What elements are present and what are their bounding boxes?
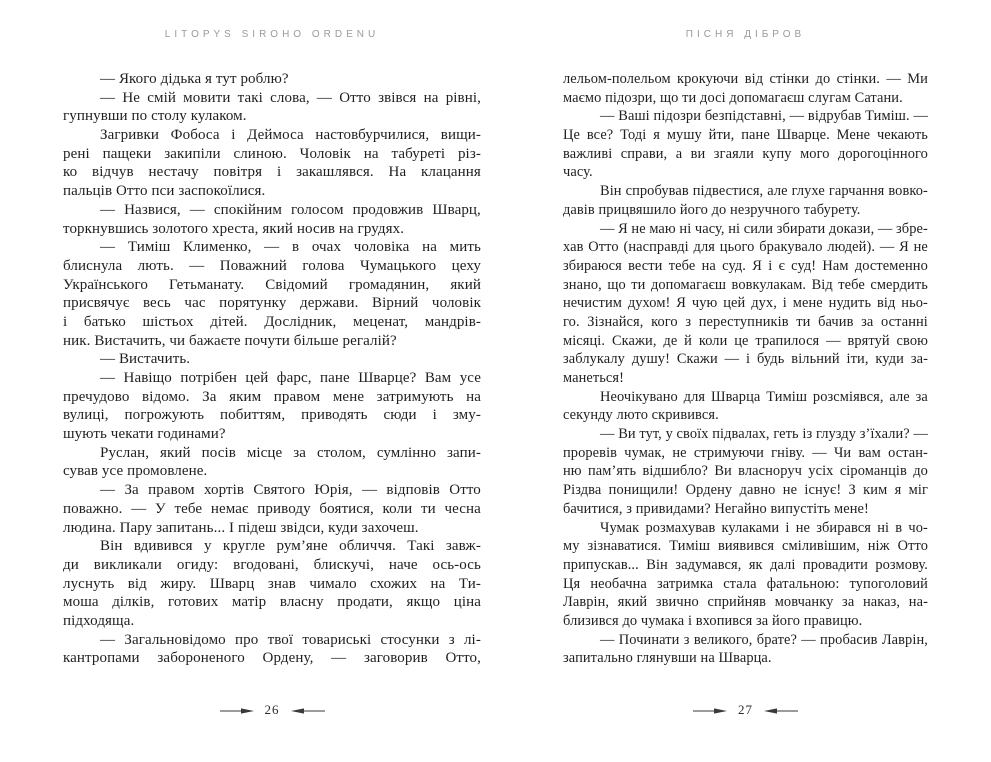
right-page: [563, 0, 928, 762]
text-line: кантропами забороненого Ордену, — заговорив Отто,: [63, 650, 481, 667]
text-line: пальців Отто пси заспокоїлися.: [63, 183, 266, 200]
text-line: людина. Пару запитань... І підеш звідси, куди захочеш.: [63, 519, 419, 536]
text-line: вулиці, погрожують побиттям, приводять сюди і зму-: [63, 407, 481, 424]
text-line: — Загальновідомо про твої товариські стосунки з лі-: [100, 631, 481, 648]
text-line: ник. Вистачить, чи бажаєте почути більше регалій?: [63, 332, 397, 349]
page-ornament-right-icon: [764, 707, 798, 715]
right-page-text: [563, 70, 928, 668]
text-line: давів прицвяшило його до незручного табурету.: [563, 201, 861, 218]
text-line: запитально глянувши на Шварца.: [563, 650, 772, 667]
text-line: Чумак розмахував кулаками і не збирався ні в чо-: [600, 519, 928, 536]
text-line: Це все? Тоді я мушу йти, пане Шварце. Мене чекають: [563, 127, 928, 144]
text-line: хав Отто (насправді для цього бракувало людей). — Я не: [563, 239, 928, 256]
page-ornament-left-icon: [693, 707, 727, 715]
page-ornament-left-icon: [220, 707, 254, 715]
text-line: — Вистачить.: [100, 351, 191, 368]
left-page-footer: [63, 701, 481, 719]
text-line: торкнувшись золотого хреста, який носив на грудях.: [63, 220, 405, 237]
text-line: нечистим духом! Я чую цей дух, і мене нудить від ньо-: [563, 295, 928, 312]
text-line: ню пам’ять відшибло? Ви власноруч усіх сіроманців до: [563, 463, 928, 480]
text-line: — Ви тут, у своїх підвалах, геть із глузду з’їхали? —: [600, 426, 928, 443]
text-line: — Ваші підозри безпідставні, — відрубав Тиміш. —: [600, 108, 928, 125]
text-line: часу.: [563, 164, 593, 181]
text-line: ко відчув нестачу повітря і закашлявся. На клацання: [63, 164, 481, 181]
text-line: — За правом хортів Святого Юрія, — відповів Отто: [100, 482, 481, 499]
text-line: рені пащеки закипіли слиною. Чоловік на табуреті різ-: [63, 145, 481, 162]
left-page-text: [63, 70, 481, 668]
text-line: маємо підозри, що ти досі допомагаєш слугам Сатани.: [563, 89, 903, 106]
text-line: го. Зізнайся, кого з переступників ти бачив за останні: [563, 313, 928, 330]
text-line: підходяща.: [63, 612, 135, 629]
page-number-left: 26: [264, 702, 280, 717]
text-line: секунду люто скривився.: [563, 407, 719, 424]
text-line: і батько шістьох дітей. Дослідник, меценат, мандрів-: [63, 313, 481, 330]
text-line: поважно. — У тебе немає приводу боятися, коли ти чесна: [63, 500, 481, 517]
page-number-right: 27: [738, 702, 753, 717]
text-line: гупнувши по столу кулаком.: [63, 108, 247, 125]
text-line: сував усе промовлене.: [63, 463, 208, 480]
text-line: місяці. Скажи, де й коли це трапилося — врятуй свою: [563, 332, 928, 349]
text-line: моша ділків, готових матір власну продати, якщо ціна: [63, 594, 481, 611]
text-line: му зізнаватися. Тиміш виявився сміливішим, ніж Отто: [563, 538, 928, 555]
text-line: Він спробував підвестися, але глухе гарчання вовко-: [600, 183, 928, 200]
text-line: важливі справи, а ви згаяли купу мого дорогоцінного: [563, 145, 928, 162]
page-ornament-right-icon: [291, 707, 325, 715]
text-line: припускав... Він задумався, як далі провадити розмову.: [563, 556, 928, 573]
left-page: [63, 0, 481, 762]
text-line: присвячує весь час порятунку держави. Вірний чоловік: [63, 295, 481, 312]
text-line: ди викликали огиду: вгодовані, блискучі, наче ось-ось: [63, 556, 481, 573]
running-header-right: ПІСНЯ ДІБРОВ: [685, 29, 806, 40]
text-line: — Я не маю ні часу, ні сили збирати докази, — збре-: [600, 220, 928, 237]
text-line: Українського Гетьманату. Свідомий громадянин, який: [63, 276, 481, 293]
text-line: заблукалу душу! Скажи — і будь вільний іти, куди за-: [563, 351, 928, 368]
text-line: Ця необачна затримка стала фатальною: тупоголовий: [563, 575, 928, 592]
text-line: знано, що ти допомагаєш вовкулакам. Від тебе смердить: [563, 276, 928, 293]
text-line: пречудово відомо. За яким правом мене затримують на: [63, 388, 481, 405]
text-line: лельом-полельом крокуючи від стінки до стінки. — Ми: [563, 71, 928, 87]
running-header-left: LITOPYS SIROHO ORDENU: [164, 29, 380, 40]
text-line: близився до чумака і вхопився за його правицю.: [563, 612, 863, 629]
text-line: Він вдивився у кругле рум’яне обличчя. Такі завж-: [100, 538, 481, 555]
text-line: проревів чумак, не стримуючи гніву. — Чи вам остан-: [563, 444, 928, 461]
text-line: Лаврін, який звично сприйняв мовчанку за наказ, на-: [563, 594, 928, 611]
text-line: збираюся вести тебе на суд. Я і є суд! Нам достеменно: [563, 257, 928, 274]
text-line: луснуть від жиру. Шварц знав чимало схожих на Ти-: [63, 575, 481, 592]
text-line: — Починати з великого, брате? — пробасив Лаврін,: [600, 631, 928, 648]
right-page-footer: [563, 701, 928, 719]
text-line: — Тиміш Клименко, — в очах чоловіка на мить: [100, 239, 481, 256]
text-line: — Навіщо потрібен цей фарс, пане Шварце? Вам усе: [100, 370, 481, 386]
text-line: Різдва понищили! Ордену давно не існує! З ким я міг: [563, 482, 928, 499]
text-line: бачитися, з привидами? Негайно випустіть мене!: [563, 500, 869, 517]
text-line: — Якого дідька я тут роблю?: [100, 71, 289, 87]
text-line: Неочікувано для Шварца Тиміш розсміявся, але за: [600, 388, 928, 405]
text-line: шують чекати годинами?: [63, 426, 226, 443]
text-line: — Назвися, — спокійним голосом продовжив Шварц,: [100, 201, 481, 218]
text-line: — Не смій мовити такі слова, — Отто звівся на рівні,: [100, 89, 481, 106]
text-line: блиснула лють. — Поважний голова Чумацького цеху: [63, 257, 481, 274]
text-line: манеться!: [563, 370, 625, 386]
text-line: Руслан, який посів місце за столом, сумлінно запи-: [100, 444, 481, 461]
text-line: Загривки Фобоса і Деймоса настовбурчилися, вищи-: [100, 127, 481, 144]
